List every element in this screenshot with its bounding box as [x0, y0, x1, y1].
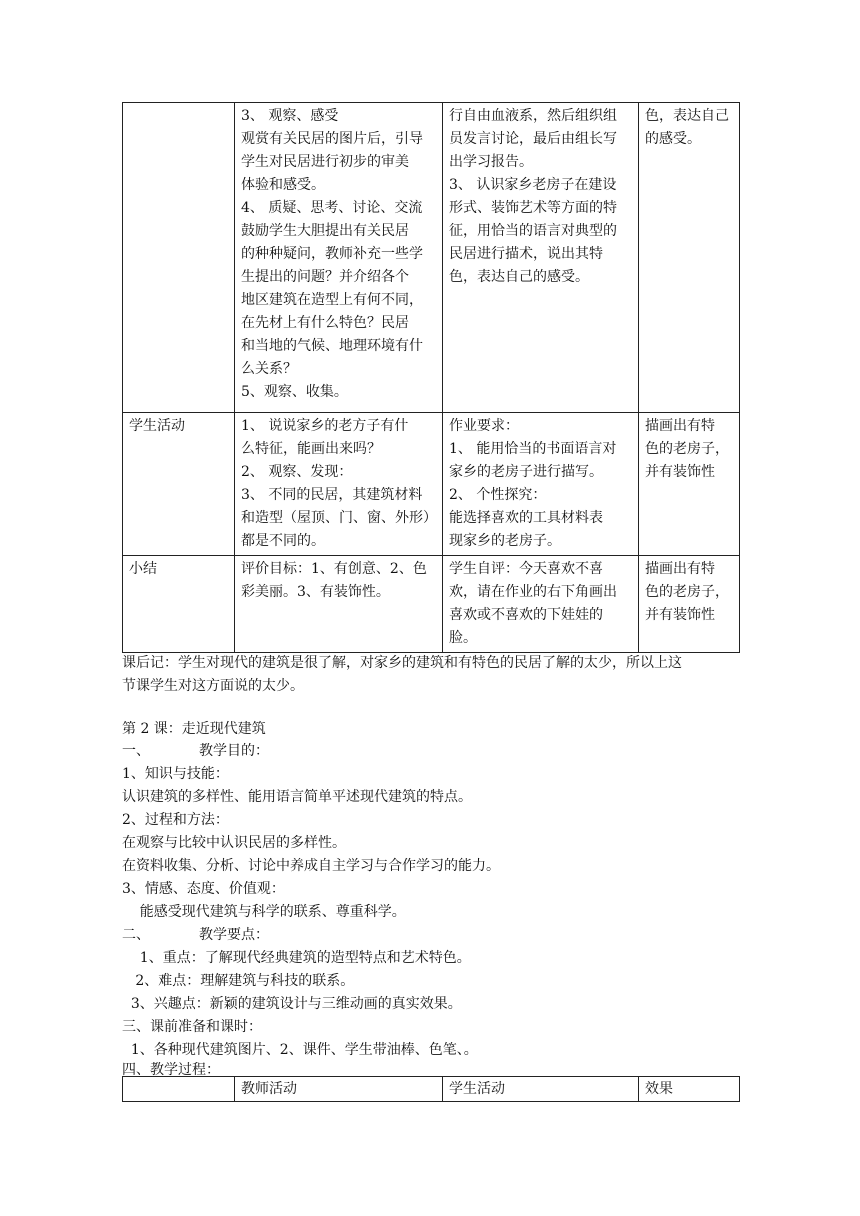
lesson-line: 2、过程和方法： — [122, 812, 229, 828]
teacher-activity-cell: 1、 说说家乡的老方子有什 么特征，能画出来吗？ 2、 观察、发现： 3、 不同的民居，其建筑材料 和造型（屋顶、门、窗、外形） 都是不同的。 — [235, 413, 443, 556]
table-row — [123, 556, 740, 653]
lesson-line: 四、教学过程： — [122, 1062, 220, 1078]
lesson-line: 3、情感、态度、价值观： — [122, 881, 285, 897]
column-header — [123, 1077, 235, 1102]
lesson-line: 1、知识与技能： — [122, 766, 229, 782]
effect-cell: 色，表达自己 的感受。 — [639, 103, 740, 413]
lesson-line: 一、 教学目的： — [122, 743, 269, 759]
lesson-line: 认识建筑的多样性、能用语言简单平述现代建筑的特点。 — [122, 789, 472, 805]
table-header-row — [123, 1077, 740, 1102]
table-row — [123, 103, 740, 413]
row-label-cell: 学生活动 — [123, 413, 235, 556]
row-label-cell — [123, 103, 235, 413]
teacher-activity-cell: 评价目标：1、有创意、2、色 彩美丽。3、有装饰性。 — [235, 556, 443, 653]
lesson-line: 2、难点：理解建筑与科技的联系。 — [122, 973, 355, 989]
lesson-line: 3、兴趣点：新颖的建筑设计与三维动画的真实效果。 — [122, 996, 462, 1012]
afterword: 课后记：学生对现代的建筑是很了解，对家乡的建筑和有特色的民居了解的太少，所以上这 节课学生对这方面说的太少。 — [122, 655, 682, 694]
teacher-activity-cell: 3、 观察、感受 观赏有关民居的图片后，引导 学生对民居进行初步的审美 体验和感受。 4、 质疑、思考、讨论、交流 鼓励学生大胆提出有关民居 的种种疑问，教师补充一些学 生提出的问题？并介绍各个 地区建筑在造型上有何不同， 在先材上有什么特色？民居 和当地的气候、地理环境有什 么关系？ 5、观察、收集。 — [235, 103, 443, 413]
teaching-process-table — [122, 102, 740, 653]
student-activity-cell: 行自由血液系，然后组织组 员发言讨论，最后由组长写 出学习报告。 3、 认识家乡老房子在建设 形式、装饰艺术等方面的特 征，用恰当的语言对典型的 民居进行描术，说出其特 色，表达自己的感受。 — [443, 103, 639, 413]
lesson-line: 在观察与比较中认识民居的多样性。 — [122, 835, 346, 851]
table-row — [123, 413, 740, 556]
column-header: 教师活动 — [235, 1077, 443, 1102]
effect-cell: 描画出有特 色的老房子， 并有装饰性 — [639, 413, 740, 556]
lesson-title: 第 2 课：走近现代建筑 — [122, 721, 266, 737]
lesson-line: 三、课前准备和课时： — [122, 1019, 262, 1035]
lesson-line: 1、各种现代建筑图片、2、课件、学生带油棒、色笔、。 — [122, 1042, 478, 1058]
row-label-cell: 小结 — [123, 556, 235, 653]
student-activity-cell: 作业要求： 1、 能用恰当的书面语言对 家乡的老房子进行描写。 2、 个性探究： 能选择喜欢的工具材料表 现家乡的老房子。 — [443, 413, 639, 556]
lesson-line: 二、 教学要点： — [122, 927, 269, 943]
lesson-line: 在资料收集、分析、讨论中养成自主学习与合作学习的能力。 — [122, 858, 500, 874]
effect-cell: 描画出有特 色的老房子， 并有装饰性 — [639, 556, 740, 653]
student-activity-cell: 学生自评：今天喜欢不喜 欢，请在作业的右下角画出 喜欢或不喜欢的下娃娃的 脸。 — [443, 556, 639, 653]
column-header: 效果 — [639, 1077, 740, 1102]
teaching-process-header-table — [122, 1076, 740, 1102]
column-header: 学生活动 — [443, 1077, 639, 1102]
lesson-line: 能感受现代建筑与科学的联系、尊重科学。 — [122, 904, 406, 920]
lesson-line: 1、重点：了解现代经典建筑的造型特点和艺术特色。 — [122, 950, 471, 966]
